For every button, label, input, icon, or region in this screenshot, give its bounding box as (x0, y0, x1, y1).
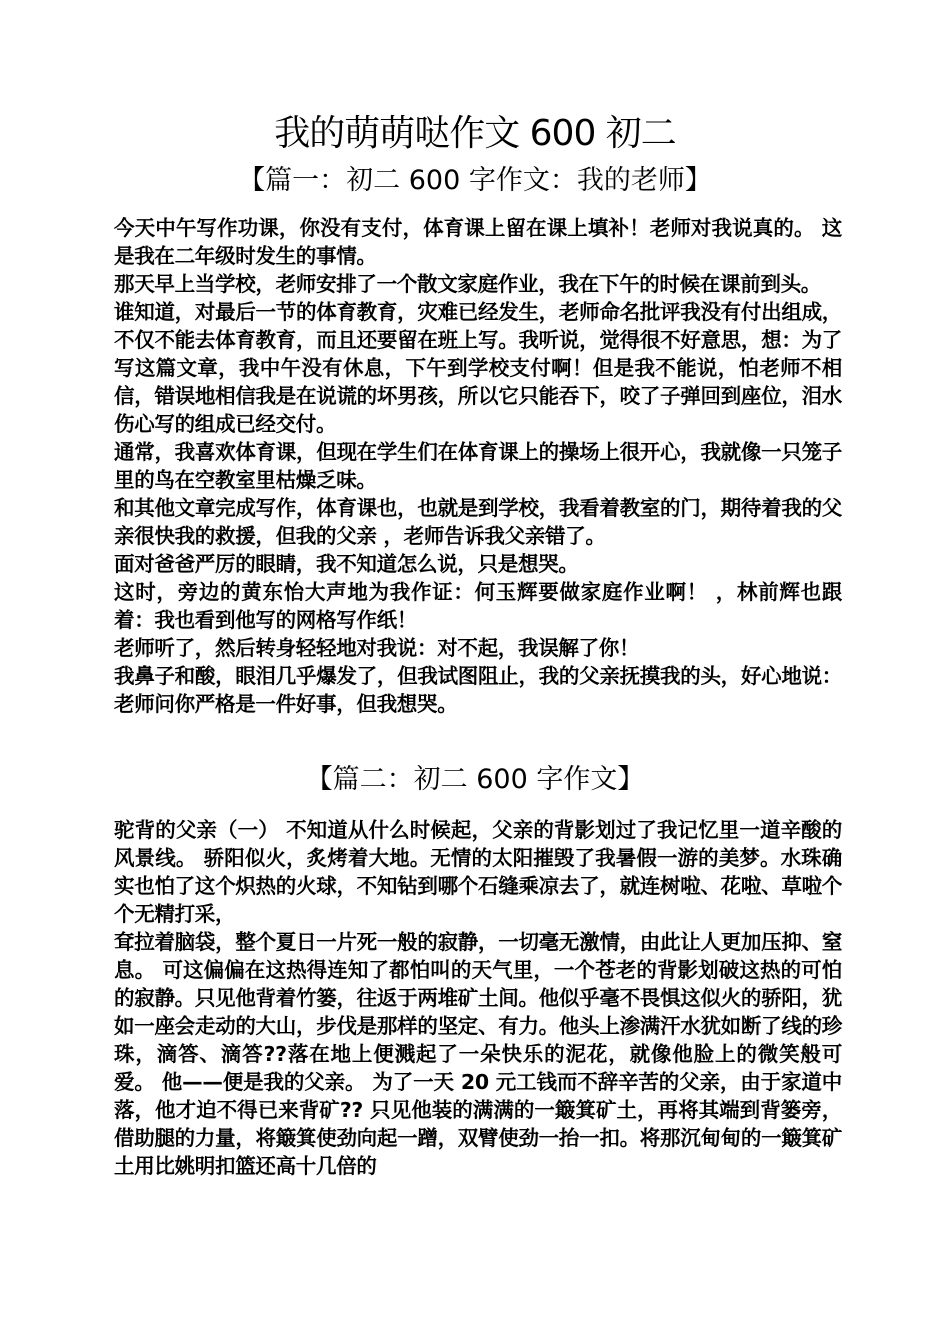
paragraph: 我鼻子和酸，眼泪几乎爆发了，但我试图阻止，我的父亲抚摸我的头，好心地说：老师问你严格是一件好事，但我想哭。 (114, 664, 842, 716)
section-heading-1: 【篇一：初二 600 字作文：我的老师】 (238, 165, 712, 196)
paragraph: 耷拉着脑袋，整个夏日一片死一般的寂静，一切毫无激情，由此让人更加压抑、窒息。 可这偏偏在这热得连知了都怕叫的天气里，一个苍老的背影划破这热的可怕的寂静。只见他背着竹篓，往返于两堆矿土间。他似乎毫不畏惧这似火的骄阳，犹如一座会走动的大山，步伐是那样的坚定、有力。他头上渗满汗水犹如断了线的珍珠，滴答、滴答??落在地上便溅起了一朵快乐的泥花，就像他脸上的微笑般可爱。 他——便是我的父亲。 为了一天 20 元工钱而不辞辛苦的父亲，由于家道中落，他才迫不得已来背矿?? 只见他装的满满的一簸箕矿土，再将其端到背篓旁，借助腿的力量，将簸箕使劲向起一蹭，双臂使劲一抬一扣。将那沉甸甸的一簸箕矿土用比姚明扣篮还高十几倍的 (114, 930, 842, 1178)
section-body-2 (114, 816, 842, 1180)
paragraph: 这时，旁边的黄东怡大声地为我作证：何玉辉要做家庭作业啊！ ，林前辉也跟着：我也看到他写的网格写作纸！ (114, 580, 842, 632)
section-heading-2: 【篇二：初二 600 字作文】 (305, 764, 645, 795)
paragraph: 面对爸爸严厉的眼睛，我不知道怎么说，只是想哭。 (114, 552, 579, 576)
section-body-1 (114, 214, 842, 718)
paragraph: 和其他文章完成写作，体育课也，也就是到学校，我看着教室的门，期待着我的父亲很快我的救援，但我的父亲 ，老师告诉我父亲错了。 (114, 496, 842, 548)
paragraph: 通常，我喜欢体育课，但现在学生们在体育课上的操场上很开心，我就像一只笼子里的鸟在空教室里枯燥乏味。 (114, 440, 842, 492)
paragraph: 驼背的父亲（一） 不知道从什么时候起，父亲的背影划过了我记忆里一道辛酸的风景线。 骄阳似火，炙烤着大地。无情的太阳摧毁了我暑假一游的美梦。水珠确实也怕了这个炽热的火球，不知钻到哪个石缝乘凉去了，就连树啦、花啦、草啦个个无精打采， (114, 818, 842, 926)
paragraph: 今天中午写作功课，你没有支付，体育课上留在课上填补！老师对我说真的。 这是我在二年级时发生的事情。 (114, 216, 842, 268)
paragraph: 谁知道，对最后一节的体育教育，灾难已经发生，老师命名批评我没有付出组成，不仅不能去体育教育，而且还要留在班上写。我听说，觉得很不好意思，想：为了写这篇文章，我中午没有休息，下午到学校支付啊！但是我不能说，怕老师不相信，错误地相信我是在说谎的坏男孩，所以它只能吞下，咬了子弹回到座位，泪水伤心写的组成已经交付。 (114, 300, 842, 436)
document-title: 我的萌萌哒作文 600 初二 (274, 113, 676, 154)
paragraph: 那天早上当学校，老师安排了一个散文家庭作业，我在下午的时候在课前到头。 (114, 272, 821, 296)
paragraph: 老师听了，然后转身轻轻地对我说：对不起，我误解了你！ (114, 636, 640, 660)
